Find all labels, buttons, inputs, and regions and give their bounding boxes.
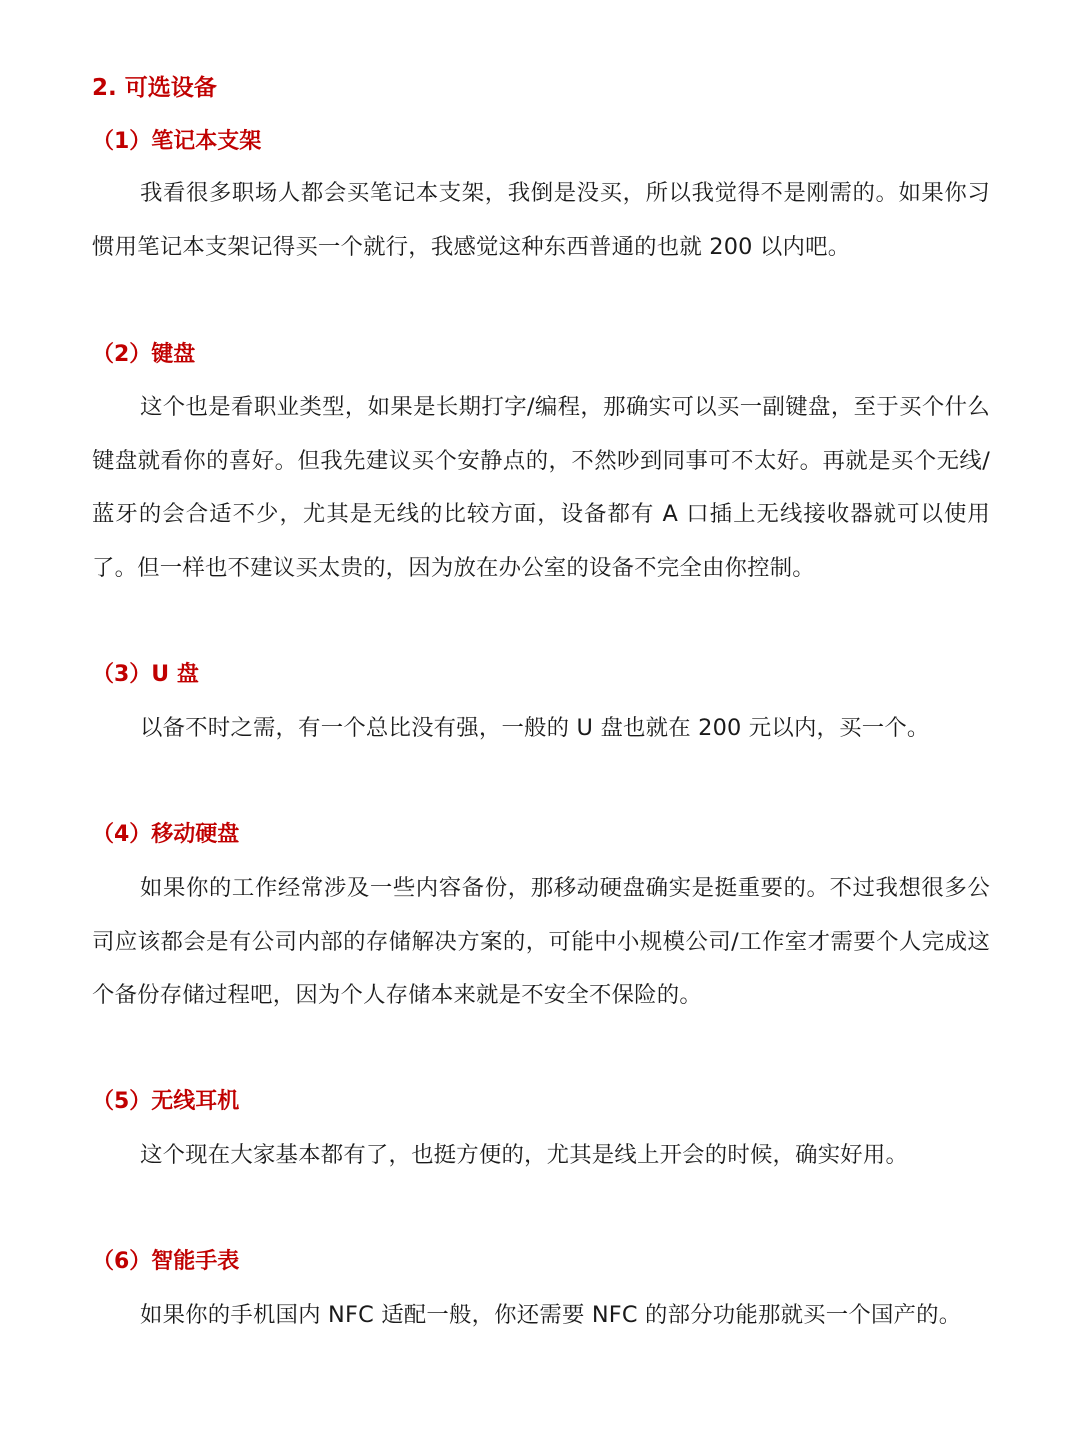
item-heading-external-hdd: （4）移动硬盘: [92, 822, 240, 847]
item-heading-wireless-earbuds: （5）无线耳机: [92, 1089, 240, 1114]
item-body-keyboard: 这个也是看职业类型，如果是长期打字/编程，那确实可以买一副键盘，至于买个什么键盘就看你的喜好。但我先建议买个安静点的，不然吵到同事可不太好。再就是买个无线/蓝牙的会合适不少，尤其是无线的比较方面，设备都有 A 口插上无线接收器就可以使用了。但一样也不建议买太贵的，因为放在办公室的设备不完全由你控制。: [92, 394, 990, 581]
item-heading-keyboard: （2）键盘: [92, 342, 196, 367]
item-body-wireless-earbuds: 这个现在大家基本都有了，也挺方便的，尤其是线上开会的时候，确实好用。: [140, 1142, 909, 1168]
item-heading-laptop-stand: （1）笔记本支架: [92, 129, 262, 154]
item-heading-smartwatch: （6）智能手表: [92, 1249, 240, 1274]
item-body-smartwatch: 如果你的手机国内 NFC 适配一般，你还需要 NFC 的部分功能那就买一个国产的。: [140, 1302, 962, 1328]
item-heading-usb-drive: （3）U 盘: [92, 662, 199, 687]
section-heading: 2. 可选设备: [92, 75, 217, 101]
item-body-usb-drive: 以备不时之需，有一个总比没有强，一般的 U 盘也就在 200 元以内，买一个。: [140, 715, 930, 741]
item-body-laptop-stand: 我看很多职场人都会买笔记本支架，我倒是没买，所以我觉得不是刚需的。如果你习惯用笔记本支架记得买一个就行，我感觉这种东西普通的也就 200 以内吧。: [92, 180, 990, 260]
item-body-external-hdd: 如果你的工作经常涉及一些内容备份，那移动硬盘确实是挺重要的。不过我想很多公司应该都会是有公司内部的存储解决方案的，可能中小规模公司/工作室才需要个人完成这个备份存储过程吧，因为个人存储本来就是不安全不保险的。: [92, 875, 990, 1008]
